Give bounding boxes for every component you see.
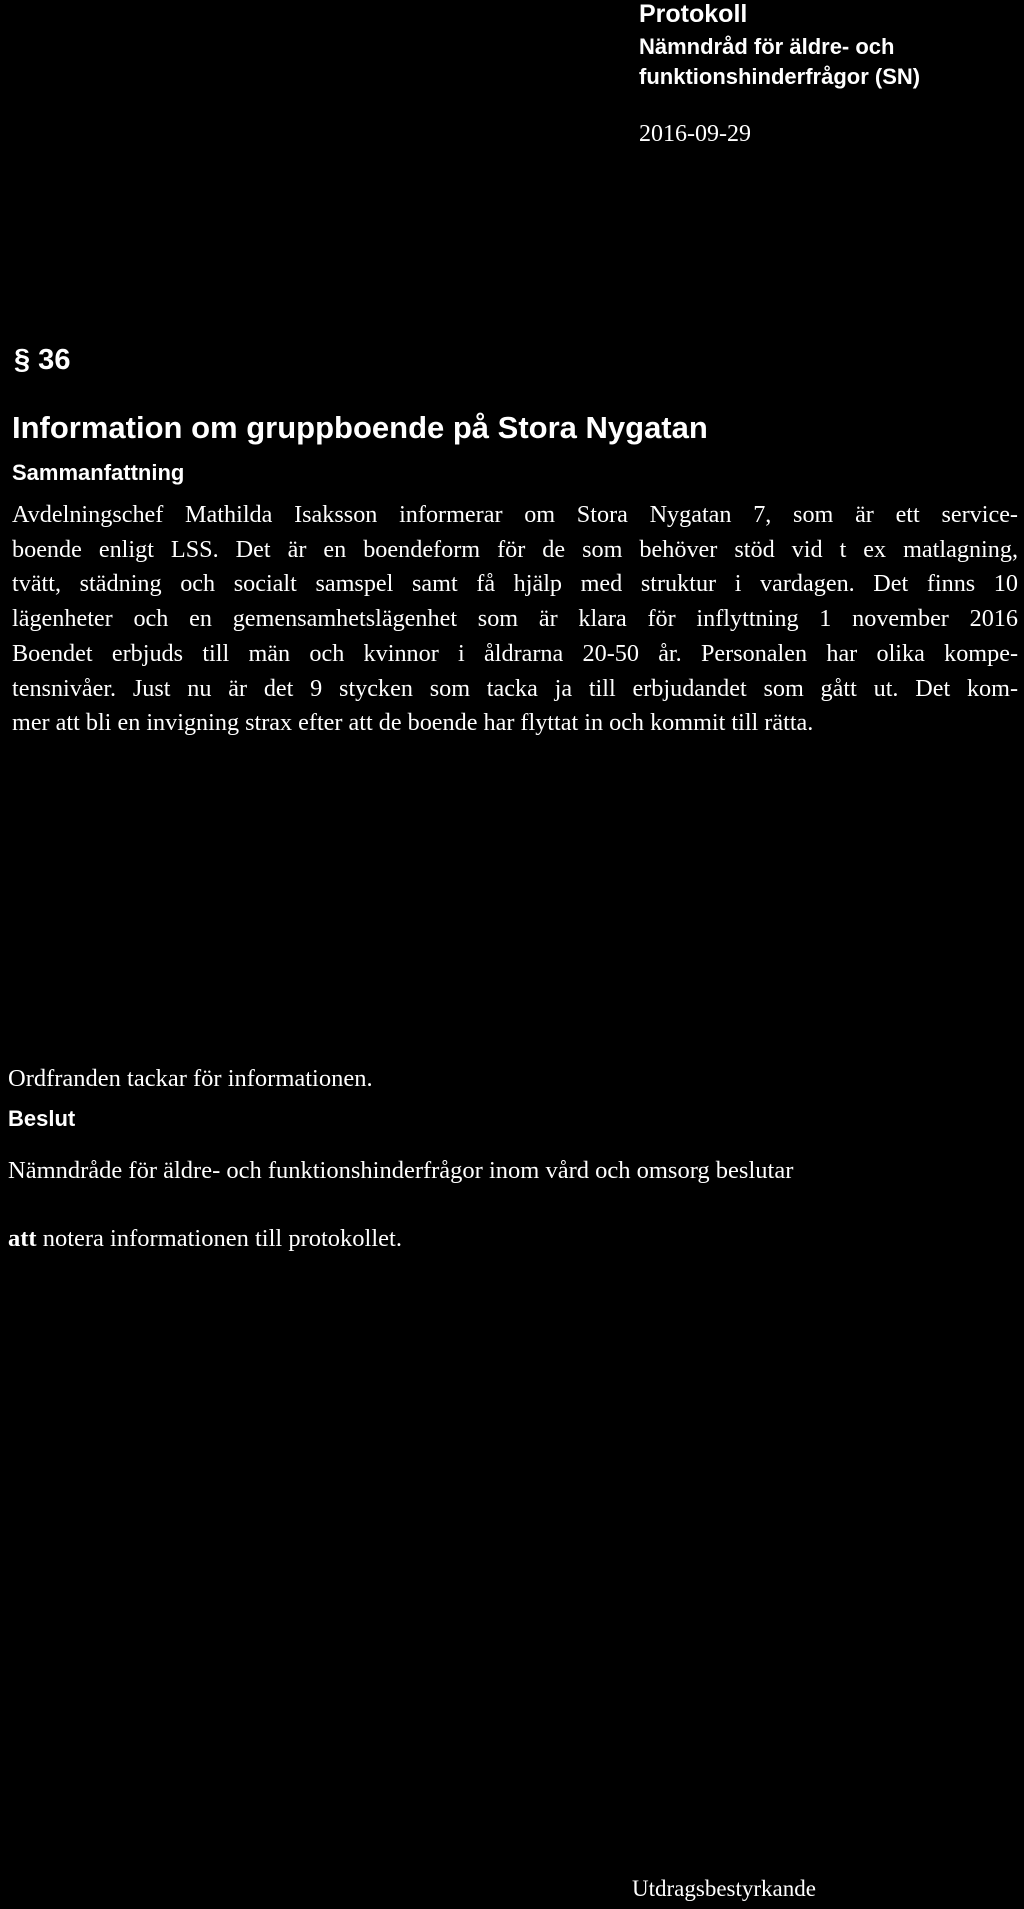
organization-name-line1: Nämndråd för äldre- och bbox=[639, 34, 895, 59]
att-keyword: att bbox=[8, 1225, 37, 1252]
summary-line: Boendet erbjuds till män och kvinnor i åldrarna 20-50 år. Personalen har olika kompe- bbox=[12, 639, 1018, 667]
organization-name-line2: funktionshinderfrågor (SN) bbox=[639, 64, 921, 89]
summary-heading: Sammanfattning bbox=[12, 460, 185, 485]
paragraph-number: § 36 bbox=[14, 344, 71, 376]
summary-line: tvätt, städning och socialt samspel samt få hjälp med struktur i vardagen. Det finns 10 bbox=[12, 570, 1018, 598]
closing-text: Ordfranden tackar för informationen. bbox=[8, 1065, 373, 1092]
summary-line: lägenheter och en gemensamhetslägenhet som är klara för inflyttning 1 november 2016 bbox=[12, 605, 1018, 633]
certification-label: Utdragsbestyrkande bbox=[632, 1876, 816, 1901]
meeting-date: 2016-09-29 bbox=[639, 121, 751, 147]
att-text: notera informationen till protokollet. bbox=[42, 1225, 402, 1252]
decision-text: Nämndråde för äldre- och funktionshinderfrågor inom vård och omsorg beslutar bbox=[8, 1157, 794, 1184]
document-type: Protokoll bbox=[639, 0, 748, 28]
summary-line: tensnivåer. Just nu är det 9 stycken som tacka ja till erbjudandet som gått ut. Det kom- bbox=[12, 674, 1018, 702]
summary-line: mer att bli en invigning strax efter att de boende har flyttat in och kommit till rätta. bbox=[12, 709, 814, 737]
summary-text bbox=[12, 498, 1018, 741]
decision-att-line bbox=[8, 1225, 402, 1253]
section-title: Information om gruppboende på Stora Nygatan bbox=[12, 410, 708, 445]
decision-heading: Beslut bbox=[8, 1106, 76, 1131]
summary-line: Avdelningschef Mathilda Isaksson informerar om Stora Nygatan 7, som är ett service- bbox=[12, 501, 1018, 528]
summary-line: boende enligt LSS. Det är en boendeform för de som behöver stöd vid t ex matlagning, bbox=[12, 535, 1018, 563]
